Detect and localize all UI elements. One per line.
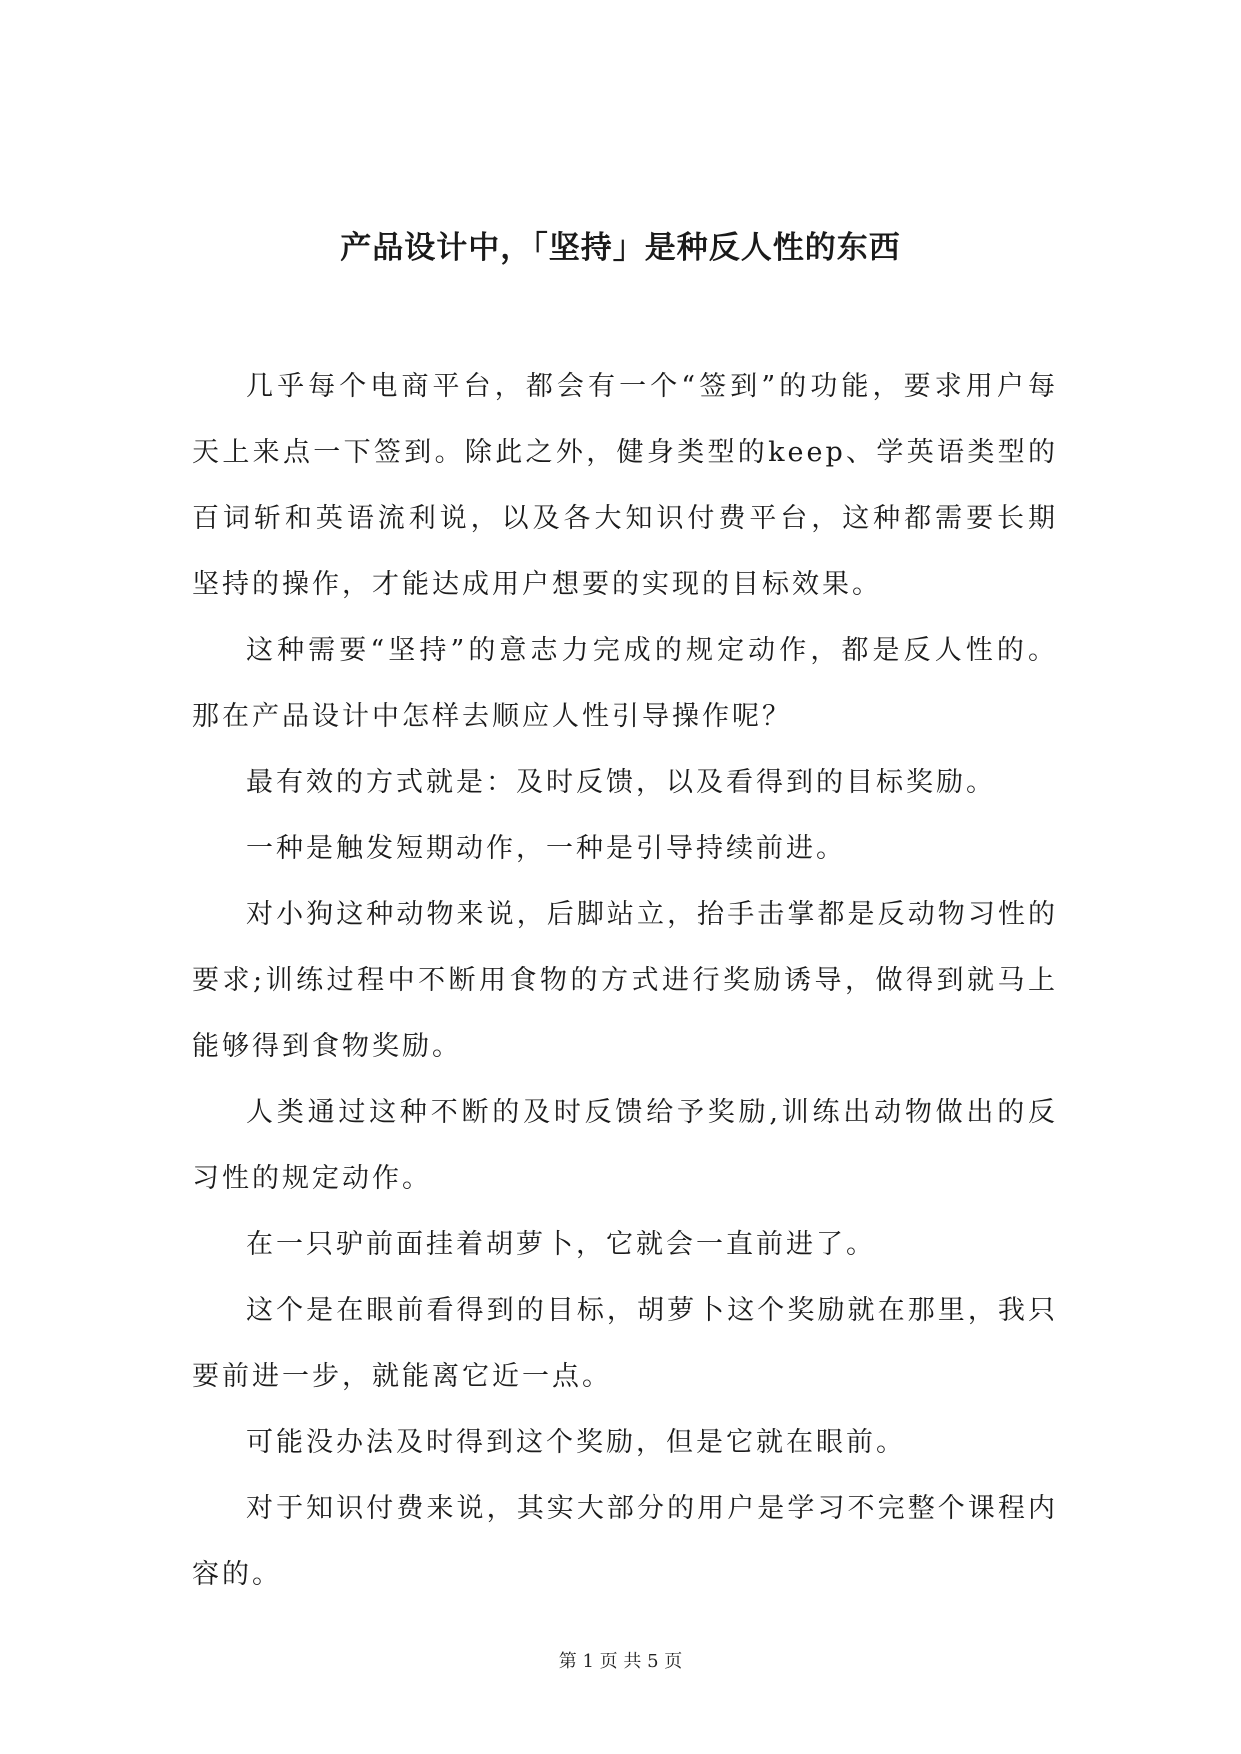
paragraph: 可能没办法及时得到这个奖励，但是它就在眼前。	[246, 1427, 906, 1458]
paragraph: 这个是在眼前看得到的目标，胡萝卜这个奖励就在那里，我只要前进一步，就能离它近一点。	[192, 1295, 1058, 1392]
paragraph: 最有效的方式就是：及时反馈，以及看得到的目标奖励。	[246, 767, 996, 798]
paragraph: 一种是触发短期动作，一种是引导持续前进。	[246, 833, 846, 864]
document-body	[192, 354, 1058, 1608]
document-title: 产品设计中，「坚持」是种反人性的东西	[340, 230, 901, 266]
paragraph: 这种需要“坚持”的意志力完成的规定动作，都是反人性的。那在产品设计中怎样去顺应人性引导操作呢？	[192, 635, 1058, 732]
paragraph: 人类通过这种不断的及时反馈给予奖励,训练出动物做出的反习性的规定动作。	[192, 1097, 1058, 1194]
paragraph: 对于知识付费来说，其实大部分的用户是学习不完整个课程内容的。	[192, 1493, 1058, 1590]
paragraph: 在一只驴前面挂着胡萝卜，它就会一直前进了。	[246, 1229, 876, 1260]
page-number-footer: 第 1 页 共 5 页	[558, 1651, 683, 1672]
paragraph: 对小狗这种动物来说，后脚站立，抬手击掌都是反动物习性的要求;训练过程中不断用食物的方式进行奖励诱导，做得到就马上能够得到食物奖励。	[192, 899, 1058, 1062]
paragraph: 几乎每个电商平台，都会有一个“签到”的功能，要求用户每天上来点一下签到。除此之外，健身类型的keep、学英语类型的百词斩和英语流利说，以及各大知识付费平台，这种都需要长期坚持的操作，才能达成用户想要的实现的目标效果。	[192, 371, 1058, 600]
